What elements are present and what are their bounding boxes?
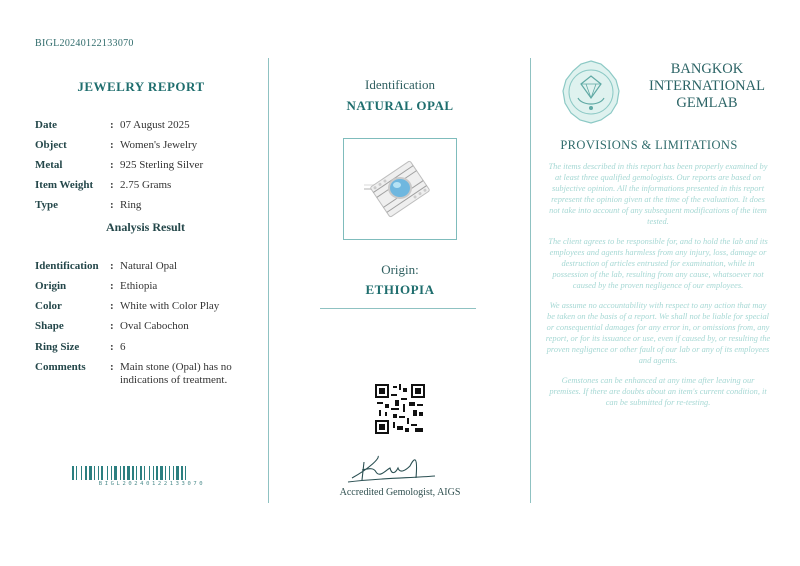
analysis-shape: Shape : Oval Cabochon xyxy=(35,320,275,333)
analysis-color: Color : White with Color Play xyxy=(35,300,275,313)
signature xyxy=(340,448,440,488)
report-title: JEWELRY REPORT xyxy=(77,79,205,94)
field-value: Women's Jewelry xyxy=(120,139,198,151)
gemologist-title: Accredited Gemologist, AIGS xyxy=(339,487,461,498)
field-label: Shape xyxy=(35,320,64,332)
field-label: Comments xyxy=(35,361,86,373)
field-label: Object xyxy=(35,139,67,151)
report-id: BIGL20240122133070 xyxy=(35,38,134,49)
provision-paragraph: The items described in this report has been properly examined by at least three qualified gemologists. Our reports are based on subjective opinion. All the informations presented in this report represent the opinion given at the time of the evaluation. It does not take into account of any subsequent modifications of the item tested. xyxy=(548,162,768,226)
analysis-identification: Identification : Natural Opal xyxy=(35,260,275,273)
gem-photo xyxy=(343,138,457,240)
analysis-ring-size: Ring Size : 6 xyxy=(35,341,275,354)
provision-paragraph: Gemstones can be enhanced at any time after leaving our premises. If there are doubts about an item's current condition, it can be submitted for re-testing. xyxy=(549,376,767,407)
ring-image xyxy=(344,139,456,239)
field-value: Ethiopia xyxy=(120,280,158,292)
field-value: Ring xyxy=(120,199,142,211)
analysis-origin: Origin : Ethiopia xyxy=(35,280,275,293)
field-weight: Item Weight : 2.75 Grams xyxy=(35,179,275,192)
field-type: Type : Ring xyxy=(35,199,275,212)
barcode-text: BIGL20240122133070 xyxy=(98,481,206,487)
field-label: Identification xyxy=(35,260,99,272)
provisions-title: PROVISIONS & LIMITATIONS xyxy=(560,138,738,152)
qr-code xyxy=(375,384,425,434)
field-metal: Metal : 925 Sterling Silver xyxy=(35,159,275,172)
origin-label: Origin: xyxy=(381,262,419,277)
identification-value: NATURAL OPAL xyxy=(346,98,454,113)
field-label: Ring Size xyxy=(35,341,80,353)
divider-right xyxy=(530,58,531,503)
field-value: 925 Sterling Silver xyxy=(120,159,204,171)
origin-value: ETHIOPIA xyxy=(365,282,435,297)
analysis-comments: Comments : Main stone (Opal) has no indications of treatment. xyxy=(35,361,250,387)
field-label: Origin xyxy=(35,280,67,292)
lab-name-line3: GEMLAB xyxy=(676,95,738,111)
field-label: Item Weight xyxy=(35,179,94,191)
lab-seal-icon xyxy=(556,58,626,128)
lab-name-line1: BANGKOK xyxy=(670,61,744,77)
field-value: Oval Cabochon xyxy=(120,320,189,332)
field-value: White with Color Play xyxy=(120,300,220,312)
field-value: 6 xyxy=(120,341,126,353)
field-date: Date : 07 August 2025 xyxy=(35,119,275,132)
provisions-text xyxy=(545,161,771,417)
analysis-title: Analysis Result xyxy=(106,220,186,234)
field-value: 2.75 Grams xyxy=(120,179,172,191)
field-label: Date xyxy=(35,119,57,131)
provision-paragraph: We assume no accountability with respect to any action that may be taken on the basis of a report. We shall not be liable for special or consequential damages for any error in, or omissions from, any report, or for its issuance or use, even if caused by, or resulting the proven negligence or other fault of our lab or any of its employees and agents. xyxy=(545,301,771,365)
barcode xyxy=(72,466,232,482)
lab-name xyxy=(632,61,782,112)
field-label: Color xyxy=(35,300,62,312)
field-label: Type xyxy=(35,199,59,211)
field-label: Metal xyxy=(35,159,63,171)
field-value: 07 August 2025 xyxy=(120,119,190,131)
field-value: Natural Opal xyxy=(120,260,178,272)
identification-label: Identification xyxy=(364,77,436,92)
provision-paragraph: The client agrees to be responsible for, and to hold the lab and its employees and agents harmless from any injury, loss, damage or destruction of articles entrusted for examination, while in possession of the lab, resulting from any cause, whatsoever not caused by the proven negligence of our employees. xyxy=(548,237,768,290)
lab-name-line2: INTERNATIONAL xyxy=(649,78,765,94)
field-object: Object : Women's Jewelry xyxy=(35,139,275,152)
origin-underline xyxy=(320,308,476,309)
field-value: Main stone (Opal) has no indications of treatment. xyxy=(120,361,232,386)
